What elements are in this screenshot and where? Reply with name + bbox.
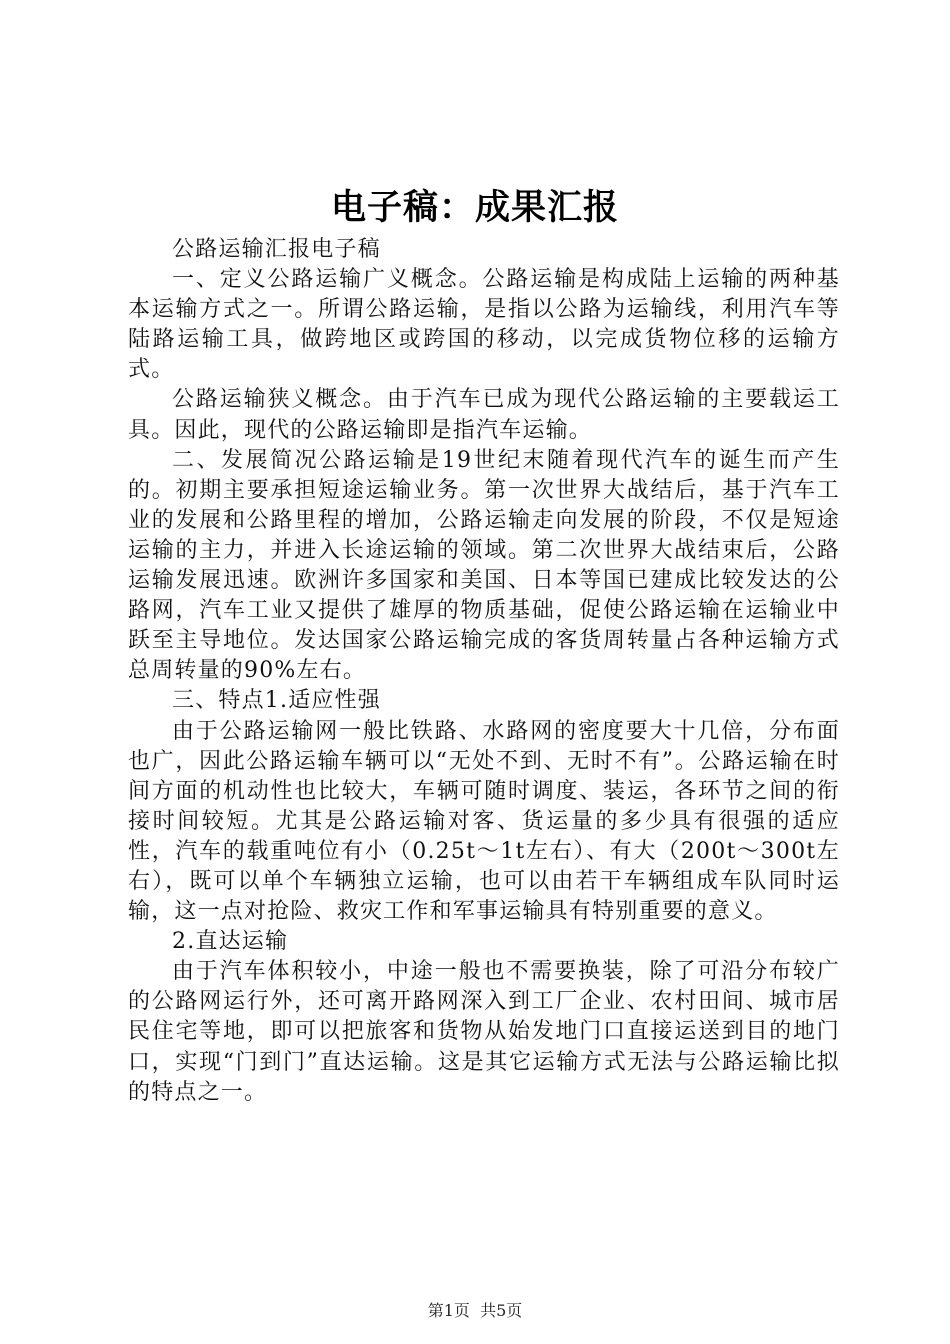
subheading-direct-transport: 2.直达运输 xyxy=(172,929,289,955)
document-title: 电子稿：成果汇报 xyxy=(330,187,619,228)
document-body xyxy=(128,235,840,1108)
paragraph-adaptability: 由于公路运输网一般比铁路、水路网的密度要大十几倍，分布面也广，因此公路运输车辆可以“无处不到、无时不有”。公路运输在时间方面的机动性也比较大，车辆可随时调度、装运，各环节之间的衔接时间较短。尤其是公路运输对客、货运量的多少具有很强的适应性，汽车的载重吨位有小（0.25t～1t左右）、有大（200t～300t左右），既可以单个车辆独立运输，也可以由若干车辆组成车队同时运输，这一点对抢险、救灾工作和军事运输具有特别重要的意义。 xyxy=(128,718,840,925)
footer-separator xyxy=(470,1301,480,1320)
paragraph-development: 二、发展简况公路运输是19世纪末随着现代汽车的诞生而产生的。初期主要承担短途运输业务。第一次世界大战结后，基于汽车工业的发展和公路里程的增加，公路运输走向发展的阶段，不仅是短途运输的主力，并进入长途运输的领域。第二次世界大战结束后，公路运输发展迅速。欧洲许多国家和美国、日本等国已建成比较发达的公路网，汽车工业又提供了雄厚的物质基础，促使公路运输在运输业中跃至主导地位。发达国家公路运输完成的客货周转量占各种运输方式总周转量的90%左右。 xyxy=(128,447,840,684)
section-heading-features: 三、特点1.适应性强 xyxy=(172,688,381,714)
paragraph-definition-broad: 一、定义公路运输广义概念。公路运输是构成陆上运输的两种基本运输方式之一。所谓公路运输，是指以公路为运输线，利用汽车等陆路运输工具，做跨地区或跨国的移动，以完成货物位移的运输方式。 xyxy=(128,267,840,383)
page-footer xyxy=(0,1300,950,1322)
page-number: 第1页 xyxy=(427,1301,470,1320)
paragraph-definition-narrow: 公路运输狭义概念。由于汽车已成为现代公路运输的主要载运工具。因此，现代的公路运输即是指汽车运输。 xyxy=(128,387,840,443)
page-total: 共5页 xyxy=(480,1301,523,1320)
paragraph-subtitle: 公路运输汇报电子稿 xyxy=(172,237,381,262)
paragraph-direct-transport: 由于汽车体积较小，中途一般也不需要换装，除了可沿分布较广的公路网运行外，还可离开路网深入到工厂企业、农村田间、城市居民住宅等地，即可以把旅客和货物从始发地门口直接运送到目的地门口，实现“门到门”直达运输。这是其它运输方式无法与公路运输比拟的特点之一。 xyxy=(128,959,840,1105)
